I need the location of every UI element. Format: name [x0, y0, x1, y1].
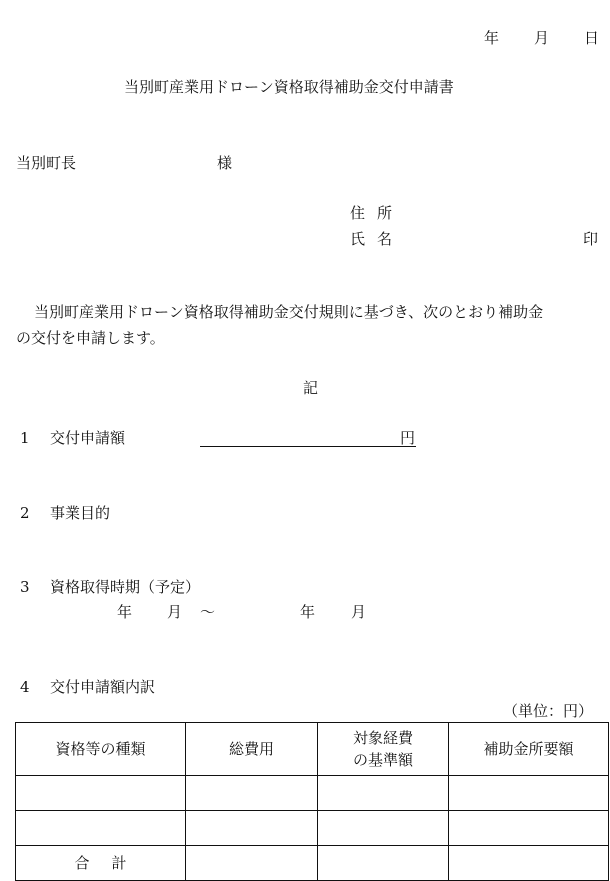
date-line [0, 31, 610, 47]
item1-amount-line [200, 446, 416, 447]
date-month: 月 [534, 29, 550, 47]
item2-label: 事業目的 [50, 504, 111, 522]
table-cell[interactable] [449, 846, 609, 881]
item3-to-month: 月 [351, 603, 367, 621]
addressee-name: 当別町長 [16, 154, 77, 172]
total-label-char1: 合 [74, 853, 90, 872]
seal-mark: 印 [583, 230, 599, 248]
item3-from-month: 月 [167, 603, 183, 621]
table-total-row [16, 846, 609, 881]
table-cell[interactable] [318, 776, 449, 811]
header-qualification-type: 資格等の種類 [16, 723, 186, 776]
header-standard-line1: 対象経費 [352, 728, 413, 747]
table-row [16, 811, 609, 846]
item3-number: 3 [20, 578, 30, 596]
table-cell[interactable] [16, 776, 186, 811]
total-label-char2: 計 [111, 853, 127, 872]
header-standard-amount [318, 723, 449, 776]
applicant-name-label [350, 232, 392, 247]
table-row [16, 776, 609, 811]
name-label-char1: 氏 [350, 230, 366, 248]
address-label-char1: 住 [350, 204, 366, 222]
item4-label: 交付申請額内訳 [50, 678, 156, 696]
body-line-1: 当別町産業用ドローン資格取得補助金交付規則に基づき、次のとおり補助金 [34, 303, 544, 321]
document-title: 当別町産業用ドローン資格取得補助金交付申請書 [124, 78, 454, 96]
table-cell[interactable] [16, 811, 186, 846]
date-day: 日 [584, 29, 600, 47]
applicant-address-label [350, 206, 392, 221]
item3-label: 資格取得時期（予定） [50, 578, 201, 596]
item4-number: 4 [20, 678, 30, 696]
item1-label: 交付申請額 [50, 429, 126, 447]
total-label [16, 846, 186, 881]
item1-number: 1 [20, 429, 30, 447]
ki-heading: 記 [303, 379, 319, 397]
table-cell[interactable] [186, 846, 318, 881]
name-label-char2: 名 [377, 230, 393, 248]
table-cell[interactable] [186, 776, 318, 811]
addressee-honorific: 様 [217, 154, 233, 172]
header-subsidy-required: 補助金所要額 [449, 723, 609, 776]
item2-number: 2 [20, 504, 30, 522]
header-total-cost: 総費用 [186, 723, 318, 776]
table-header-row [16, 723, 609, 776]
header-standard-line2: の基準額 [352, 751, 413, 769]
item1-unit: 円 [400, 429, 416, 447]
table-cell[interactable] [318, 846, 449, 881]
body-line-2: の交付を申請します。 [16, 329, 165, 347]
address-label-char2: 所 [377, 204, 393, 222]
date-year: 年 [484, 29, 500, 47]
item3-from-year: 年 [117, 603, 133, 621]
table-cell[interactable] [449, 776, 609, 811]
breakdown-table [15, 722, 609, 881]
unit-note: （単位：円） [503, 702, 594, 720]
table-cell[interactable] [186, 811, 318, 846]
table-cell[interactable] [318, 811, 449, 846]
table-cell[interactable] [449, 811, 609, 846]
item3-to-year: 年 [300, 603, 316, 621]
item3-tilde: ～ [200, 603, 216, 621]
